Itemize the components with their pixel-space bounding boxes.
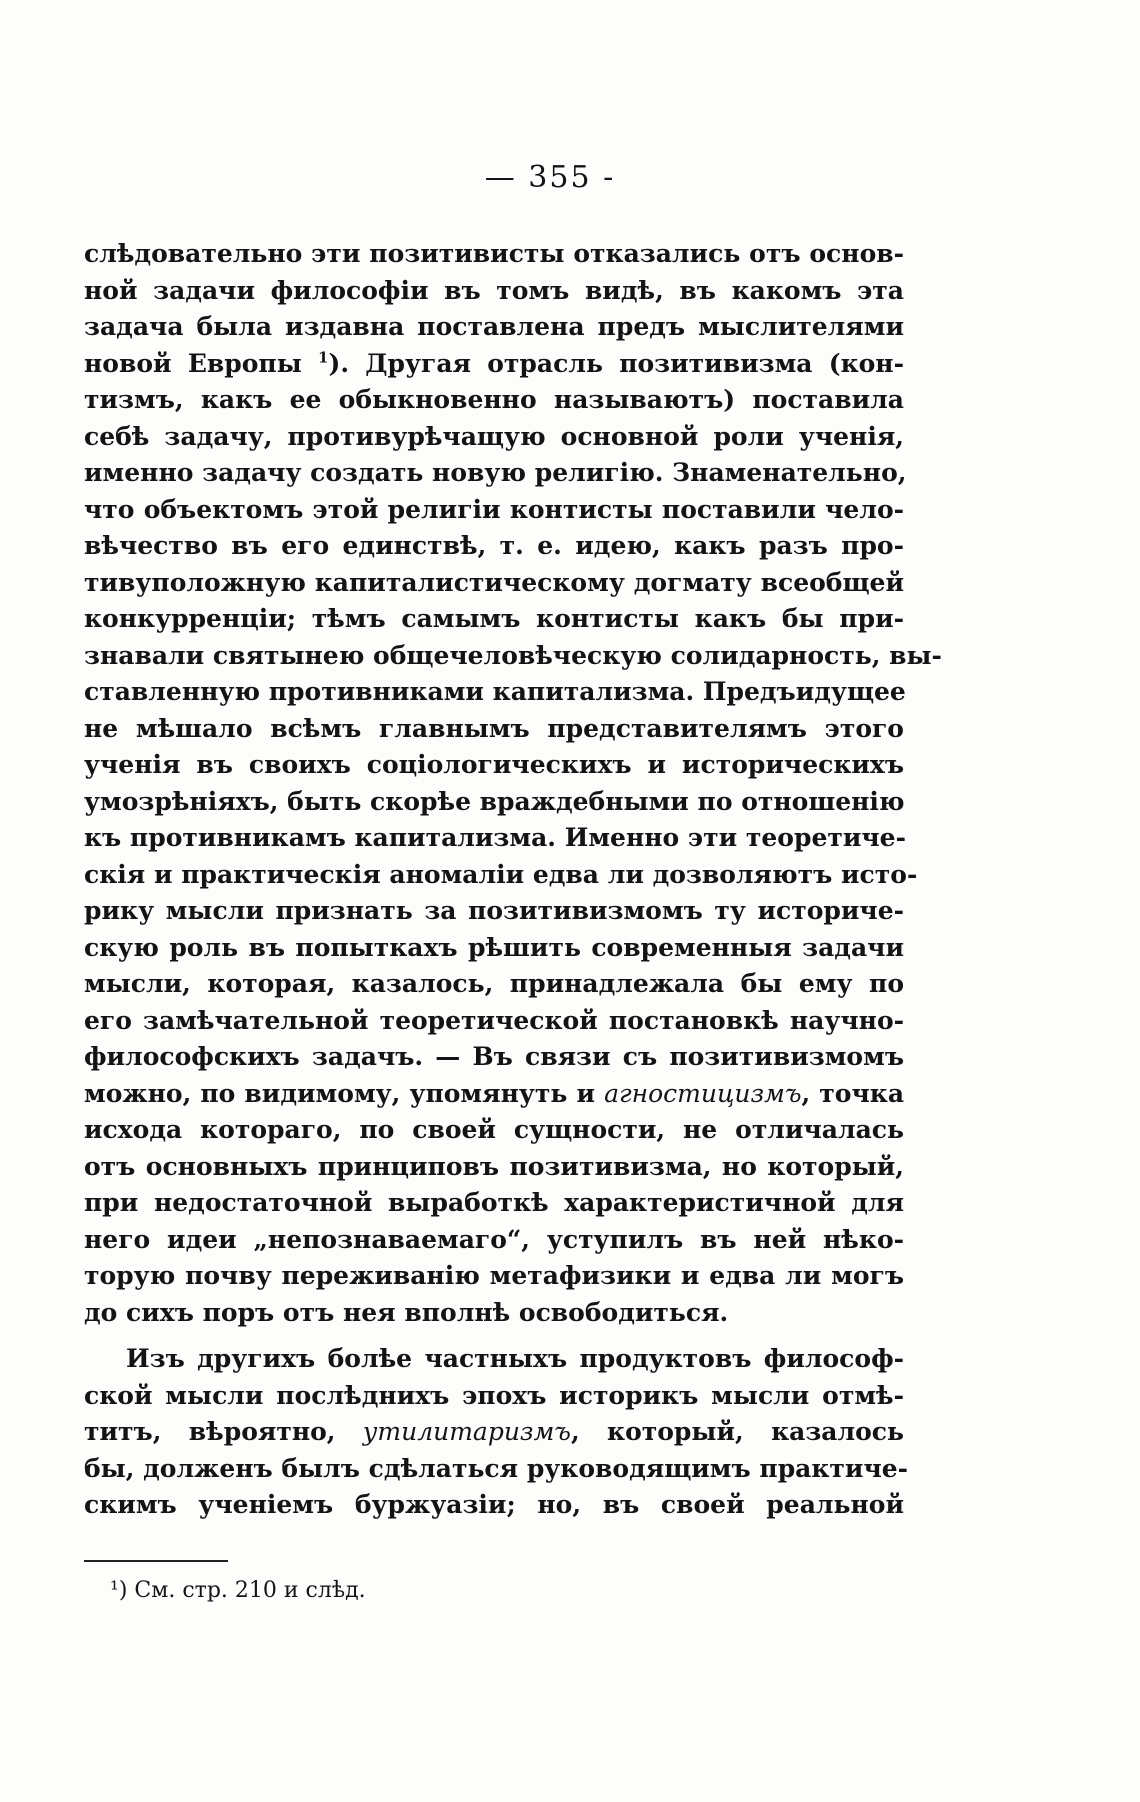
footnote: ¹) См. стр. 210 и слѣд.	[110, 1578, 366, 1603]
text-fragment: новой Европы	[84, 348, 319, 378]
text-fragment: титъ, вѣроятно,	[84, 1417, 363, 1446]
text-line: отъ основныхъ принциповъ позитивизма, но который,	[84, 1151, 904, 1181]
text-line: при недостаточной выработкѣ характеристичной для	[84, 1188, 904, 1217]
text-line: задача была издавна поставлена предъ мыслителями	[84, 312, 904, 341]
text-fragment: , который, казалось	[570, 1417, 904, 1446]
text-line	[84, 346, 904, 383]
text-line: него идеи „непознаваемаго“, уступилъ въ ней нѣко-	[84, 1224, 904, 1254]
text-line: къ противникамъ капитализма. Именно эти теоретиче-	[84, 823, 906, 852]
italic-term: утилитаризмъ	[362, 1417, 571, 1446]
footnote-reference: 1	[318, 348, 329, 367]
text-line: умозрѣніяхъ, быть скорѣе враждебными по отношенію	[84, 786, 905, 816]
text-line: скія и практическія аномаліи едва ли дозволяютъ исто-	[84, 859, 918, 889]
text-line: именно задачу создать новую религію. Знаменательно,	[84, 458, 907, 487]
text-line	[84, 1414, 904, 1451]
text-line: скую роль въ попыткахъ рѣшить современныя задачи	[84, 932, 904, 962]
text-line: знавали святынею общечеловѣческую солидарность, вы-	[84, 640, 942, 670]
text-line: тивуположную капиталистическому догмату всеобщей	[84, 567, 904, 597]
text-line: слѣдовательно эти позитивисты отказались отъ основ-	[84, 239, 904, 268]
main-text	[84, 236, 942, 1524]
text-line: философскихъ задачъ. — Въ связи съ позитивизмомъ	[84, 1042, 904, 1071]
text-line: исхода котораго, по своей сущности, не отличалась	[84, 1115, 904, 1144]
text-line: скимъ ученіемъ буржуазіи; но, въ своей реальной	[84, 1490, 904, 1519]
text-line: до сихъ поръ отъ нея вполнѣ освободиться.	[84, 1297, 729, 1327]
text-fragment: ). Другая отрасль позитивизма (кон-	[328, 348, 904, 378]
text-line: себѣ задачу, противурѣчащую основной роли ученія,	[84, 421, 904, 451]
text-fragment: можно, по видимому, упомянуть и	[84, 1078, 605, 1108]
text-line: ставленную противниками капитализма. Предъидущее	[84, 677, 906, 706]
text-line: вѣчество въ его единствѣ, т. е. идею, какъ разъ про-	[84, 531, 904, 560]
text-line: не мѣшало всѣмъ главнымъ представителямъ этого	[84, 713, 904, 743]
text-line: ской мысли послѣднихъ эпохъ историкъ мысли отмѣ-	[84, 1380, 904, 1410]
text-line: торую почву переживанію метафизики и едва ли могъ	[84, 1261, 904, 1290]
text-line: тизмъ, какъ ее обыкновенно называютъ) поставила	[84, 385, 904, 414]
text-line: бы, долженъ былъ сдѣлаться руководящимъ практиче-	[84, 1453, 909, 1483]
text-line	[84, 1076, 904, 1113]
footnote-divider	[84, 1560, 228, 1562]
text-line: конкурренціи; тѣмъ самымъ контисты какъ бы при-	[84, 604, 904, 633]
page-number: — 355 -	[484, 160, 616, 195]
text-line: ученія въ своихъ соціологическихъ и историческихъ	[84, 750, 904, 779]
text-line: мысли, которая, казалось, принадлежала бы ему по	[84, 969, 904, 998]
text-line: ной задачи философіи въ томъ видѣ, въ какомъ эта	[84, 275, 904, 305]
text-line: Изъ другихъ болѣе частныхъ продуктовъ философ-	[126, 1344, 904, 1373]
italic-term: агностицизмъ	[604, 1078, 802, 1108]
text-line: что объектомъ этой религіи контисты поставили чело-	[84, 494, 904, 524]
text-line: его замѣчательной теоретической постановкѣ научно-	[84, 1005, 904, 1035]
text-line: рику мысли признать за позитивизмомъ ту историче-	[84, 896, 904, 925]
text-fragment: , точка	[801, 1078, 905, 1108]
